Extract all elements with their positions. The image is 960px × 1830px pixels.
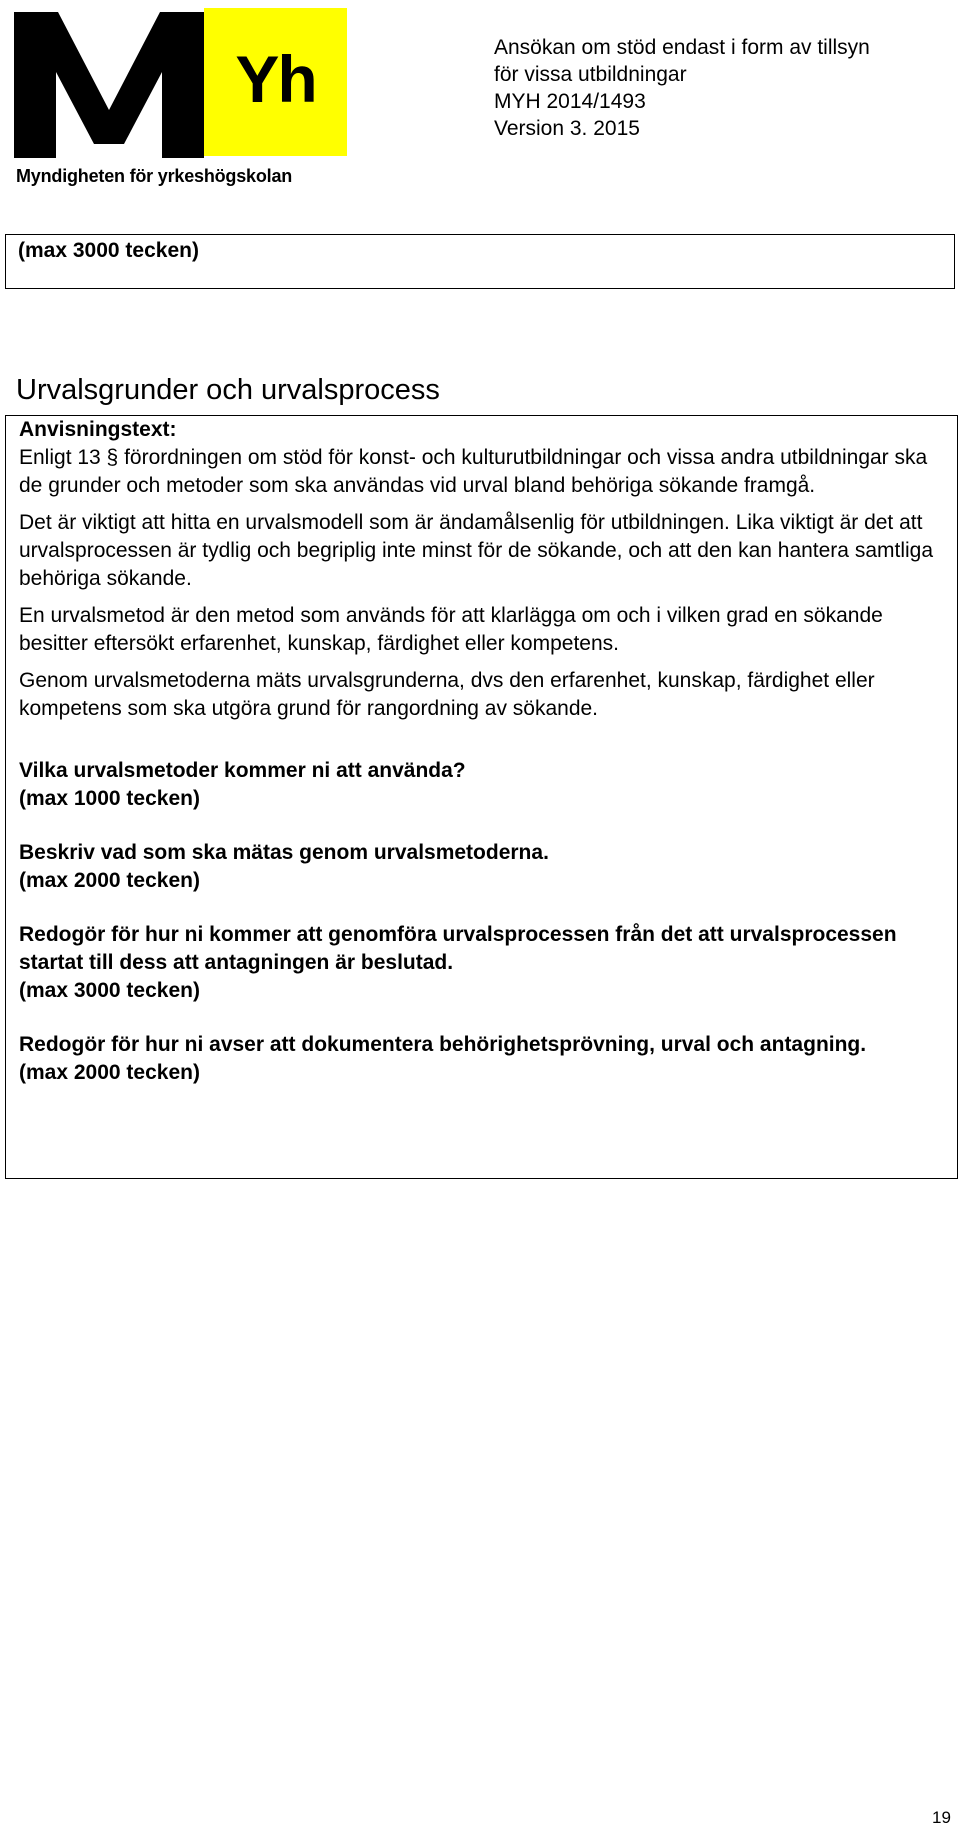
page-number: 19 — [932, 1808, 951, 1827]
question-limit: (max 1000 tecken) — [19, 787, 200, 810]
question-block — [19, 839, 944, 895]
question-selection-process: Redogör för hur ni kommer att genomföra urvalsprocessen från det att urvalsprocessen startat till dess att antagningen är beslutad. — [19, 923, 897, 974]
question-block — [19, 1031, 944, 1087]
myh-logo — [14, 6, 344, 186]
selection-criteria-box[interactable] — [5, 415, 958, 1179]
logo-caption: Myndigheten för yrkeshögskolan — [16, 166, 293, 186]
question-documentation: Redogör för hur ni avser att dokumentera behörighetsprövning, urval och antagning. — [19, 1033, 867, 1056]
previous-answer-box[interactable] — [5, 234, 955, 289]
logo-letter-m — [14, 12, 204, 158]
guidance-paragraph: Enligt 13 § förordningen om stöd för konst- och kulturutbildningar och vissa andra utbildningar ska de grunder och metoder som ska användas vid urval bland behöriga sökande framgå. — [19, 446, 928, 497]
logo-letters-yh: Yh — [235, 42, 316, 116]
guidance-paragraph: Det är viktigt att hitta en urvalsmodell som är ändamålsenlig för utbildningen. Lika viktigt är det att urvalsprocessen är tydlig och begriplig inte minst för de sökande, och att den kan hantera samtliga behöriga sökande. — [19, 511, 934, 590]
question-what-is-measured: Beskriv vad som ska mätas genom urvalsmetoderna. — [19, 841, 549, 864]
question-block — [19, 921, 944, 1005]
section-heading: Urvalsgrunder och urvalsprocess — [16, 374, 440, 406]
character-limit-label: (max 3000 tecken) — [18, 239, 199, 262]
guidance-paragraph: En urvalsmetod är den metod som används för att klarlägga om och i vilken grad en sökande besitter eftersökt erfarenhet, kunskap, färdighet eller kompetens. — [19, 604, 883, 655]
header-title-line1: Ansökan om stöd endast i form av tillsyn — [494, 36, 870, 59]
header-title-line2: för vissa utbildningar — [494, 63, 687, 86]
header-reference: MYH 2014/1493 — [494, 90, 646, 113]
header-version: Version 3. 2015 — [494, 117, 640, 140]
document-header-info — [494, 34, 870, 142]
question-selection-methods: Vilka urvalsmetoder kommer ni att använda? — [19, 759, 466, 782]
question-block — [19, 757, 944, 813]
question-limit: (max 3000 tecken) — [19, 979, 200, 1002]
guidance-title: Anvisningstext: — [19, 418, 177, 441]
logo-yellow-box — [204, 8, 347, 156]
guidance-paragraph: Genom urvalsmetoderna mäts urvalsgrunderna, dvs den erfarenhet, kunskap, färdighet eller kompetens som ska utgöra grund för rangordning av sökande. — [19, 669, 875, 720]
question-limit: (max 2000 tecken) — [19, 869, 200, 892]
question-limit: (max 2000 tecken) — [19, 1061, 200, 1084]
